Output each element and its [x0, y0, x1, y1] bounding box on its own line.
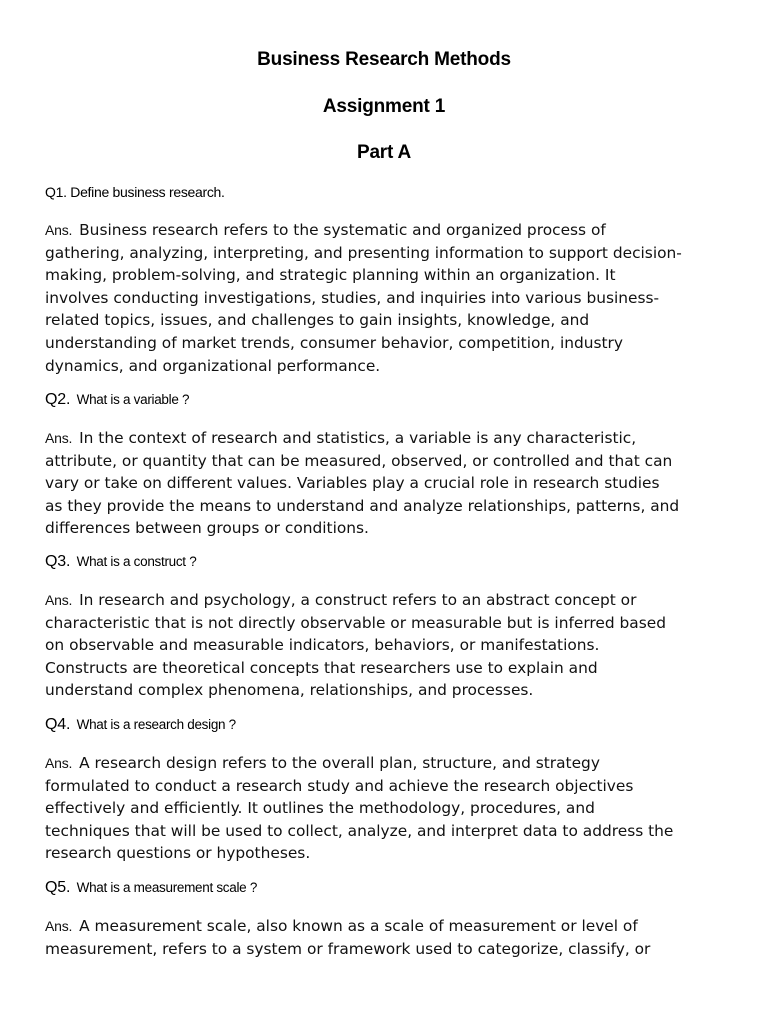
answer-4 — [45, 752, 725, 865]
answer-line: understand complex phenomena, relationships, and processes. — [45, 681, 534, 700]
answer-label: Ans. — [45, 222, 73, 238]
answer-line: involves conducting investigations, studies, and inquiries into various business- — [45, 288, 660, 307]
answer-line: making, problem-solving, and strategic planning within an organization. It — [45, 266, 616, 285]
answer-line: dynamics, and organizational performance. — [45, 356, 381, 375]
answer-2 — [45, 427, 725, 540]
answer-line: effectively and efficiently. It outlines the methodology, procedures, and — [45, 799, 595, 818]
question-number: Q2. — [45, 391, 71, 408]
question-3 — [45, 553, 196, 571]
question-text: What is a variable ? — [76, 392, 190, 407]
answer-label: Ans. — [45, 430, 73, 446]
answer-line: Constructs are theoretical concepts that researchers use to explain and — [45, 658, 598, 677]
answer-line: In the context of research and statistics, a variable is any characteristic, — [79, 429, 637, 447]
answer-line: understanding of market trends, consumer behavior, competition, industry — [45, 333, 623, 352]
document-title: Business Research Methods — [257, 49, 511, 70]
question-number: Q5. — [45, 879, 71, 896]
answer-line: characteristic that is not directly observable or measurable but is inferred based — [45, 613, 666, 632]
answer-label: Ans. — [45, 755, 73, 771]
question-text: Define business research. — [70, 184, 225, 200]
answer-label: Ans. — [45, 592, 73, 608]
answer-line: attribute, or quantity that can be measured, observed, or controlled and that can — [45, 451, 673, 470]
question-4 — [45, 716, 236, 734]
answer-line: related topics, issues, and challenges to gain insights, knowledge, and — [45, 311, 590, 330]
answer-3 — [45, 589, 725, 702]
question-number: Q3. — [45, 553, 71, 570]
answer-1 — [45, 219, 725, 377]
answer-label: Ans. — [45, 918, 73, 934]
part-heading: Part A — [356, 142, 412, 163]
answer-line: on observable and measurable indicators, behaviors, or manifestations. — [45, 636, 600, 655]
answer-line: vary or take on different values. Variables play a crucial role in research studies — [45, 474, 660, 493]
question-1 — [45, 184, 225, 200]
answer-line: Business research refers to the systematic and organized process of — [79, 221, 606, 239]
answer-line: A measurement scale, also known as a scale of measurement or level of — [79, 917, 638, 935]
answer-line: research questions or hypotheses. — [45, 844, 311, 863]
answer-line: differences between groups or conditions. — [45, 519, 369, 538]
answer-line: as they provide the means to understand and analyze relationships, patterns, and — [45, 496, 680, 515]
question-text: What is a measurement scale ? — [76, 880, 258, 895]
question-number: Q4. — [45, 716, 71, 733]
answer-line: gathering, analyzing, interpreting, and presenting information to support decision- — [45, 243, 682, 262]
answer-line: A research design refers to the overall plan, structure, and strategy — [79, 754, 600, 772]
question-text: What is a construct ? — [76, 554, 197, 569]
question-number: Q1. — [45, 184, 67, 200]
answer-line: formulated to conduct a research study and achieve the research objectives — [45, 776, 634, 795]
question-2 — [45, 391, 189, 409]
question-text: What is a research design ? — [76, 717, 236, 732]
answer-line: measurement, refers to a system or framework used to categorize, classify, or — [45, 939, 651, 958]
answer-line: techniques that will be used to collect, analyze, and interpret data to address the — [45, 821, 674, 840]
answer-line: In research and psychology, a construct refers to an abstract concept or — [79, 591, 637, 609]
question-5 — [45, 879, 257, 897]
assignment-heading: Assignment 1 — [322, 96, 446, 117]
answer-5 — [45, 915, 725, 960]
